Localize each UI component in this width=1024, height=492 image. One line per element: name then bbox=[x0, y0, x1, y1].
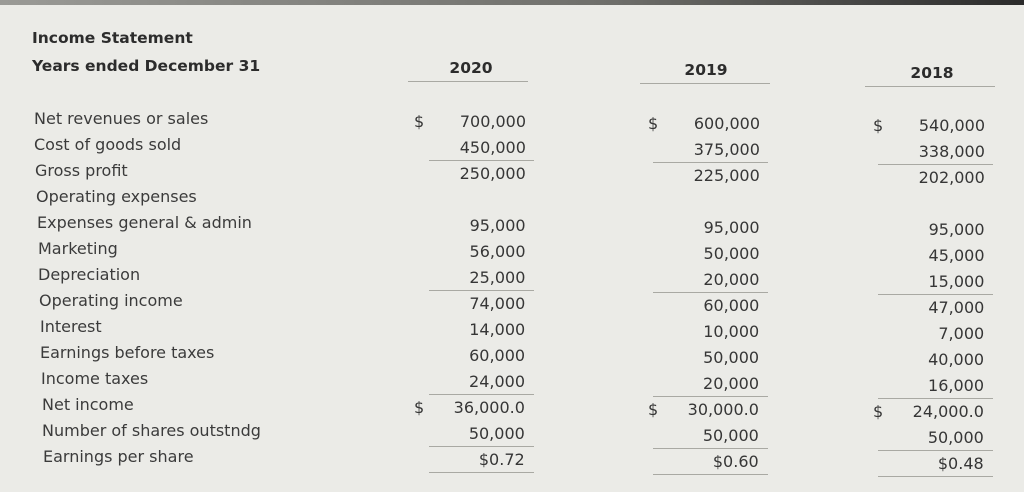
spreadsheet bbox=[0, 5, 1024, 492]
year-header-2018: 2018 bbox=[910, 64, 954, 82]
cell-value: 10,000 bbox=[703, 322, 760, 341]
cell-value: 338,000 bbox=[918, 142, 985, 161]
row-label: Net revenues or sales bbox=[34, 109, 209, 128]
cell-value: $0.48 bbox=[937, 454, 984, 473]
cell-value: 47,000 bbox=[928, 298, 985, 317]
total-underline bbox=[653, 396, 768, 397]
cell-value: 74,000 bbox=[469, 294, 526, 313]
row-label: Expenses general & admin bbox=[37, 213, 252, 232]
cell-value: 50,000 bbox=[468, 424, 525, 443]
row-label: Operating income bbox=[39, 291, 183, 310]
total-underline bbox=[429, 394, 534, 395]
cell-value: 30,000.0 bbox=[687, 400, 759, 419]
total-underline bbox=[653, 292, 768, 293]
cell-value: 15,000 bbox=[928, 272, 985, 291]
cell-value: 450,000 bbox=[459, 138, 526, 157]
row-label: Operating expenses bbox=[36, 187, 197, 206]
cell-value: 50,000 bbox=[703, 348, 760, 367]
dollar-sign: $ bbox=[873, 402, 884, 421]
row-label: Gross profit bbox=[35, 161, 128, 180]
row-label: Marketing bbox=[38, 239, 118, 258]
cell-value: 24,000.0 bbox=[912, 402, 984, 421]
row-label: Earnings per share bbox=[43, 447, 194, 466]
cell-value: 375,000 bbox=[693, 140, 760, 159]
dollar-sign: $ bbox=[414, 398, 425, 417]
row-label: Interest bbox=[40, 317, 102, 336]
total-underline bbox=[878, 476, 993, 477]
total-underline bbox=[653, 448, 768, 449]
year-header-2019: 2019 bbox=[684, 61, 728, 79]
cell-value: $0.60 bbox=[712, 452, 759, 471]
total-underline bbox=[429, 472, 534, 473]
cell-value: 45,000 bbox=[928, 246, 985, 265]
cell-value: 40,000 bbox=[928, 350, 985, 369]
dollar-sign: $ bbox=[648, 400, 659, 419]
row-label: Number of shares outstndg bbox=[42, 421, 261, 440]
cell-value: 60,000 bbox=[703, 296, 760, 315]
cell-value: 14,000 bbox=[469, 320, 526, 339]
statement-subtitle: Years ended December 31 bbox=[32, 57, 261, 75]
cell-value: 36,000.0 bbox=[453, 398, 525, 417]
total-underline bbox=[653, 474, 768, 475]
cell-value: 700,000 bbox=[459, 112, 526, 131]
row-label: Depreciation bbox=[38, 265, 141, 284]
cell-value: 24,000 bbox=[469, 372, 525, 391]
cell-value: 56,000 bbox=[469, 242, 526, 261]
total-underline bbox=[878, 164, 993, 165]
total-underline bbox=[878, 294, 993, 295]
header-underline-2019 bbox=[640, 83, 770, 84]
statement-title: Income Statement bbox=[32, 29, 193, 47]
total-underline bbox=[653, 162, 768, 163]
total-underline bbox=[429, 446, 534, 447]
dollar-sign: $ bbox=[648, 114, 659, 133]
cell-value: 7,000 bbox=[938, 324, 985, 343]
header-underline-2018 bbox=[865, 86, 995, 87]
dollar-sign: $ bbox=[414, 112, 425, 131]
cell-value: 50,000 bbox=[927, 428, 984, 447]
year-header-2020: 2020 bbox=[449, 59, 493, 77]
dollar-sign: $ bbox=[873, 116, 884, 135]
cell-value: 600,000 bbox=[693, 114, 760, 133]
cell-value: 60,000 bbox=[469, 346, 526, 365]
cell-value: 25,000 bbox=[469, 268, 526, 287]
cell-value: 202,000 bbox=[918, 168, 985, 187]
cell-value: 16,000 bbox=[928, 376, 984, 395]
cell-value: 20,000 bbox=[703, 270, 760, 289]
cell-value: $0.72 bbox=[478, 450, 525, 469]
cell-value: 50,000 bbox=[702, 426, 759, 445]
row-label: Net income bbox=[42, 395, 134, 414]
total-underline bbox=[878, 450, 993, 451]
row-label: Cost of goods sold bbox=[34, 135, 182, 154]
row-label: Earnings before taxes bbox=[40, 343, 215, 362]
cell-value: 250,000 bbox=[459, 164, 526, 183]
cell-value: 225,000 bbox=[693, 166, 760, 185]
cell-value: 95,000 bbox=[928, 220, 985, 239]
total-underline bbox=[429, 290, 534, 291]
cell-value: 95,000 bbox=[469, 216, 526, 235]
header-underline-2020 bbox=[408, 81, 528, 82]
cell-value: 540,000 bbox=[918, 116, 985, 135]
total-underline bbox=[429, 160, 534, 161]
row-label: Income taxes bbox=[41, 369, 149, 388]
cell-value: 50,000 bbox=[703, 244, 760, 263]
cell-value: 20,000 bbox=[703, 374, 759, 393]
total-underline bbox=[878, 398, 993, 399]
cell-value: 95,000 bbox=[703, 218, 760, 237]
